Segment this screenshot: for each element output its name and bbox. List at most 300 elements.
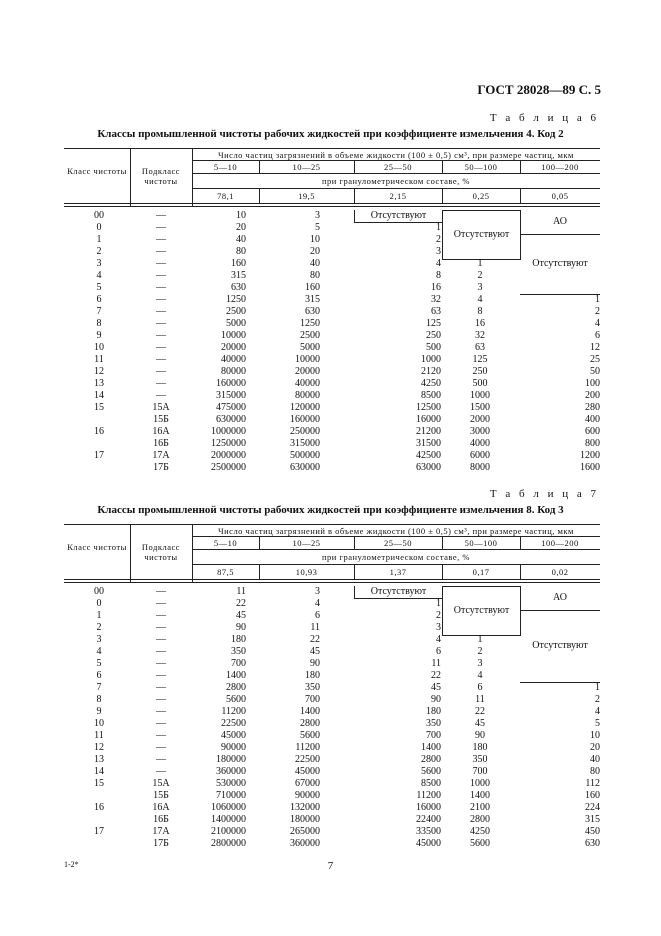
value-50-100: 22 <box>475 706 485 717</box>
col-main-header: Число частиц загрязнений в объеме жидкости (100 ± 0,5) см³, при размере частиц, мкм <box>218 150 574 160</box>
percent-cell: 0,02 <box>551 567 569 577</box>
class-cell: 4 <box>96 270 102 281</box>
value-10-25: 630 <box>305 306 320 317</box>
class-cell: 1 <box>96 234 102 245</box>
value-50-100: 250 <box>472 366 488 377</box>
value-50-100: 350 <box>472 754 488 765</box>
value-10-25: 160 <box>305 282 320 293</box>
value-25-50: 16000 <box>416 414 441 425</box>
class-cell: 9 <box>96 330 102 341</box>
absent-100-200: Отсутствуют <box>520 610 600 683</box>
subclass-cell: — <box>156 658 166 669</box>
class-cell: 1 <box>96 610 102 621</box>
value-10-25: 90000 <box>295 790 320 801</box>
value-50-100: 1000 <box>470 390 490 401</box>
value-25-50: 45 <box>431 682 441 693</box>
percent-cell: 0,17 <box>472 567 490 577</box>
value-50-100: 1000 <box>470 778 490 789</box>
value-10-25: 120000 <box>290 402 320 413</box>
table-row <box>64 778 600 790</box>
value-25-50: 1 <box>436 222 441 233</box>
percent-cell: 87,5 <box>217 567 234 577</box>
value-25-50: 2 <box>436 610 441 621</box>
value-5-10: 40000 <box>221 354 246 365</box>
value-100-200: 2 <box>595 306 600 317</box>
table-row <box>64 742 600 754</box>
class-cell: 12 <box>94 742 104 753</box>
subclass-cell: 15А <box>152 402 170 413</box>
table-row <box>64 378 600 390</box>
table-row <box>64 450 600 462</box>
value-10-25: 500000 <box>290 450 320 461</box>
subclass-cell: 17Б <box>153 462 169 473</box>
value-50-100: 16 <box>475 318 485 329</box>
value-5-10: 2500000 <box>211 462 246 473</box>
value-5-10: 710000 <box>216 790 246 801</box>
table-row <box>64 318 600 330</box>
subclass-cell: — <box>156 246 166 257</box>
value-50-100: 8000 <box>470 462 490 473</box>
table-row <box>64 366 600 378</box>
class-cell: 5 <box>96 282 102 293</box>
value-50-100: 1400 <box>470 790 490 801</box>
subclass-cell: — <box>156 330 166 341</box>
value-10-25: 265000 <box>290 826 320 837</box>
table-row <box>64 730 600 742</box>
value-5-10: 180 <box>231 634 246 645</box>
table-row <box>64 766 600 778</box>
class-cell: 3 <box>96 258 102 269</box>
size-range-header: 25—50 <box>384 162 412 172</box>
value-10-25: 22500 <box>295 754 320 765</box>
value-50-100: 8 <box>477 306 483 317</box>
absent-100-200: Отсутствуют <box>520 234 600 295</box>
absent-25-50: Отсутствуют <box>354 586 442 599</box>
value-10-25: 40 <box>310 258 320 269</box>
class-cell: 16 <box>94 802 104 813</box>
value-5-10: 90 <box>236 622 246 633</box>
subclass-cell: — <box>156 234 166 245</box>
class-cell: 00 <box>94 210 104 221</box>
value-50-100: 500 <box>472 378 488 389</box>
value-50-100: 11 <box>475 694 485 705</box>
rule <box>192 173 600 174</box>
value-25-50: 22400 <box>416 814 441 825</box>
value-50-100: 125 <box>472 354 488 365</box>
value-10-25: 20 <box>310 246 320 257</box>
table-row <box>64 694 600 706</box>
table-row <box>64 814 600 826</box>
size-range-header: 5—10 <box>213 162 238 172</box>
class-cell <box>64 414 134 426</box>
subclass-cell: — <box>156 610 166 621</box>
value-5-10: 10 <box>236 210 246 221</box>
percent-cell: 10,93 <box>295 567 318 577</box>
value-10-25: 45000 <box>295 766 320 777</box>
percent-cell: 1,37 <box>389 567 407 577</box>
subclass-cell: — <box>156 718 166 729</box>
value-25-50: 1 <box>436 598 441 609</box>
value-5-10: 180000 <box>216 754 246 765</box>
value-25-50: 42500 <box>416 450 441 461</box>
value-10-25: 6 <box>315 610 320 621</box>
rule <box>64 582 600 583</box>
class-cell <box>64 438 134 450</box>
value-5-10: 630 <box>231 282 246 293</box>
value-100-200: 1 <box>595 682 600 693</box>
document-header: ГОСТ 28028—89 С. 5 <box>477 82 601 97</box>
absent-50-100: Отсутствуют <box>442 586 521 636</box>
value-5-10: 45 <box>236 610 246 621</box>
value-5-10: 1250 <box>226 294 246 305</box>
table-row <box>64 754 600 766</box>
value-5-10: 630000 <box>216 414 246 425</box>
subclass-cell: 15Б <box>153 790 169 801</box>
value-50-100: 3000 <box>470 426 490 437</box>
rule <box>192 564 600 565</box>
value-50-100: 3 <box>477 658 483 669</box>
value-10-25: 11 <box>310 622 320 633</box>
class-cell: 6 <box>96 294 102 305</box>
value-100-200: 40 <box>590 754 600 765</box>
value-5-10: 45000 <box>221 730 246 741</box>
value-5-10: 10000 <box>221 330 246 341</box>
subclass-cell: — <box>156 390 166 401</box>
subclass-cell: — <box>156 766 166 777</box>
table-row <box>64 306 600 318</box>
value-10-25: 630000 <box>290 462 320 473</box>
value-100-200: 280 <box>585 402 600 413</box>
value-25-50: 63000 <box>416 462 441 473</box>
value-10-25: 5000 <box>300 342 320 353</box>
value-25-50: 8 <box>436 270 441 281</box>
value-25-50: 4250 <box>421 378 441 389</box>
rule <box>64 524 600 525</box>
subclass-cell: 16А <box>152 802 170 813</box>
value-10-25: 80 <box>310 270 320 281</box>
class-cell: 6 <box>96 670 102 681</box>
value-5-10: 2100000 <box>211 826 246 837</box>
subclass-cell: 16Б <box>153 438 169 449</box>
subclass-cell: — <box>156 646 166 657</box>
value-100-200: 4 <box>595 318 600 329</box>
value-25-50: 11 <box>431 658 441 669</box>
class-cell: 5 <box>96 658 102 669</box>
subclass-cell: 15А <box>152 778 170 789</box>
class-cell: 3 <box>96 634 102 645</box>
table-title: Классы промышленной чистоты рабочих жидкостей при коэффициенте измельчения 8. Код 3 <box>97 504 564 516</box>
value-50-100: 1 <box>477 258 483 269</box>
value-5-10: 22 <box>236 598 246 609</box>
subclass-cell: — <box>156 682 166 693</box>
col-class-header: Класс чистоты <box>67 542 127 552</box>
table-row <box>64 718 600 730</box>
value-25-50: 125 <box>426 318 441 329</box>
class-cell: 13 <box>94 378 104 389</box>
value-10-25: 315000 <box>290 438 320 449</box>
value-10-25: 4 <box>315 598 320 609</box>
value-5-10: 160 <box>231 258 246 269</box>
value-25-50: 63 <box>431 306 441 317</box>
class-cell: 8 <box>96 318 102 329</box>
table-row <box>64 354 600 366</box>
subclass-cell: — <box>156 754 166 765</box>
size-range-header: 100—200 <box>541 538 579 548</box>
value-100-200: 800 <box>585 438 600 449</box>
value-50-100: 5600 <box>470 838 490 849</box>
subclass-cell: — <box>156 306 166 317</box>
value-100-200: 450 <box>585 826 600 837</box>
class-cell: 15 <box>94 778 104 789</box>
percent-cell: 0,05 <box>551 191 569 201</box>
value-100-200: 20 <box>590 742 600 753</box>
value-25-50: 22 <box>431 670 441 681</box>
subclass-cell: — <box>156 366 166 377</box>
value-100-200: 112 <box>585 778 600 789</box>
value-25-50: 6 <box>436 646 441 657</box>
class-cell <box>64 814 134 826</box>
value-10-25: 5 <box>315 222 320 233</box>
value-10-25: 1250 <box>300 318 320 329</box>
value-25-50: 32 <box>431 294 441 305</box>
value-10-25: 180 <box>305 670 320 681</box>
value-10-25: 20000 <box>295 366 320 377</box>
value-25-50: 1400 <box>421 742 441 753</box>
subclass-cell: 16Б <box>153 814 169 825</box>
class-cell: 11 <box>94 730 104 741</box>
value-100-200: 200 <box>585 390 600 401</box>
value-100-200: 400 <box>585 414 600 425</box>
size-range-header: 50—100 <box>464 538 498 548</box>
table-row <box>64 414 600 426</box>
value-100-200: 630 <box>585 838 600 849</box>
table-row <box>64 706 600 718</box>
table-row <box>64 838 600 850</box>
value-100-200: 224 <box>585 802 600 813</box>
value-25-50: 33500 <box>416 826 441 837</box>
value-100-200: 100 <box>585 378 600 389</box>
ao-cell: АО <box>520 210 600 235</box>
value-10-25: 10 <box>310 234 320 245</box>
value-50-100: 32 <box>475 330 485 341</box>
class-cell <box>64 790 134 802</box>
value-100-200: 600 <box>585 426 600 437</box>
subclass-cell: — <box>156 294 166 305</box>
size-range-header: 50—100 <box>464 162 498 172</box>
value-5-10: 80000 <box>221 366 246 377</box>
value-25-50: 8500 <box>421 390 441 401</box>
value-5-10: 350 <box>231 646 246 657</box>
value-5-10: 20000 <box>221 342 246 353</box>
granulometric-header: при гранулометрическом составе, % <box>322 176 470 186</box>
subclass-cell: — <box>156 586 166 597</box>
value-5-10: 1400 <box>226 670 246 681</box>
value-100-200: 1200 <box>580 450 600 461</box>
value-100-200: 1 <box>595 294 600 305</box>
value-5-10: 1060000 <box>211 802 246 813</box>
value-50-100: 4 <box>477 670 483 681</box>
value-5-10: 40 <box>236 234 246 245</box>
footer-mark: 1-2* <box>64 860 79 869</box>
col-subclass-header: Подкласс чистоты <box>141 542 181 562</box>
size-range-header: 10—25 <box>292 538 321 548</box>
value-50-100: 63 <box>475 342 485 353</box>
value-25-50: 16000 <box>416 802 441 813</box>
value-25-50: 8500 <box>421 778 441 789</box>
value-5-10: 475000 <box>216 402 246 413</box>
subclass-cell: — <box>156 742 166 753</box>
class-cell: 2 <box>96 622 102 633</box>
value-25-50: 11200 <box>416 790 441 801</box>
class-cell: 15 <box>94 402 104 413</box>
value-5-10: 11200 <box>221 706 246 717</box>
class-cell: 8 <box>96 694 102 705</box>
subclass-cell: 17А <box>152 450 170 461</box>
class-cell: 9 <box>96 706 102 717</box>
value-10-25: 40000 <box>295 378 320 389</box>
subclass-cell: — <box>156 634 166 645</box>
value-10-25: 2500 <box>300 330 320 341</box>
value-10-25: 67000 <box>295 778 320 789</box>
value-100-200: 12 <box>590 342 600 353</box>
rule <box>192 536 600 537</box>
class-cell: 13 <box>94 754 104 765</box>
value-5-10: 700 <box>231 658 246 669</box>
rule <box>192 160 600 161</box>
table-row <box>64 294 600 306</box>
class-cell: 11 <box>94 354 104 365</box>
value-50-100: 2100 <box>470 802 490 813</box>
size-range-header: 100—200 <box>541 162 579 172</box>
value-100-200: 80 <box>590 766 600 777</box>
value-50-100: 6 <box>477 682 483 693</box>
table-title: Классы промышленной чистоты рабочих жидкостей при коэффициенте измельчения 4. Код 2 <box>97 128 564 140</box>
subclass-cell: — <box>156 598 166 609</box>
value-25-50: 2120 <box>421 366 441 377</box>
value-10-25: 10000 <box>295 354 320 365</box>
value-25-50: 2800 <box>421 754 441 765</box>
subclass-cell: — <box>156 258 166 269</box>
value-100-200: 4 <box>595 706 600 717</box>
value-25-50: 5600 <box>421 766 441 777</box>
value-100-200: 25 <box>590 354 600 365</box>
value-10-25: 1400 <box>300 706 320 717</box>
class-cell <box>64 462 134 474</box>
subclass-cell: — <box>156 622 166 633</box>
value-25-50: 45000 <box>416 838 441 849</box>
table-label: Т а б л и ц а 7 <box>489 488 599 500</box>
subclass-cell: — <box>156 730 166 741</box>
value-50-100: 1 <box>477 634 483 645</box>
rule <box>192 188 600 189</box>
subclass-cell: — <box>156 222 166 233</box>
value-100-200: 10 <box>590 730 600 741</box>
value-5-10: 530000 <box>216 778 246 789</box>
table-row <box>64 790 600 802</box>
value-5-10: 2000000 <box>211 450 246 461</box>
subclass-cell: — <box>156 342 166 353</box>
col-class-header: Класс чистоты <box>67 166 127 176</box>
value-50-100: 4 <box>477 294 483 305</box>
value-25-50: 12500 <box>416 402 441 413</box>
subclass-cell: 16А <box>152 426 170 437</box>
value-50-100: 2 <box>477 646 483 657</box>
subclass-cell: — <box>156 670 166 681</box>
col-main-header: Число частиц загрязнений в объеме жидкости (100 ± 0,5) см³, при размере частиц, мкм <box>218 526 574 536</box>
page-number: 7 <box>327 860 334 872</box>
value-5-10: 160000 <box>216 378 246 389</box>
value-10-25: 3 <box>315 210 320 221</box>
value-10-25: 5600 <box>300 730 320 741</box>
class-cell: 16 <box>94 426 104 437</box>
value-5-10: 5600 <box>226 694 246 705</box>
value-50-100: 4250 <box>470 826 490 837</box>
value-25-50: 16 <box>431 282 441 293</box>
table-row <box>64 462 600 474</box>
value-25-50: 90 <box>431 694 441 705</box>
value-50-100: 2000 <box>470 414 490 425</box>
rule <box>64 206 600 207</box>
value-10-25: 22 <box>310 634 320 645</box>
value-100-200: 1600 <box>580 462 600 473</box>
value-25-50: 4 <box>436 258 441 269</box>
value-25-50: 31500 <box>416 438 441 449</box>
value-5-10: 20 <box>236 222 246 233</box>
subclass-cell: — <box>156 706 166 717</box>
subclass-cell: — <box>156 354 166 365</box>
value-50-100: 2 <box>477 270 483 281</box>
table-row <box>64 426 600 438</box>
value-10-25: 45 <box>310 646 320 657</box>
value-5-10: 315 <box>231 270 246 281</box>
table-row <box>64 342 600 354</box>
value-10-25: 360000 <box>290 838 320 849</box>
value-5-10: 22500 <box>221 718 246 729</box>
table-row <box>64 402 600 414</box>
value-25-50: 4 <box>436 634 441 645</box>
value-5-10: 1000000 <box>211 426 246 437</box>
table-row <box>64 330 600 342</box>
value-5-10: 80 <box>236 246 246 257</box>
rule <box>64 203 600 204</box>
value-100-200: 50 <box>590 366 600 377</box>
table-row <box>64 438 600 450</box>
value-10-25: 80000 <box>295 390 320 401</box>
table-row <box>64 390 600 402</box>
value-10-25: 132000 <box>290 802 320 813</box>
value-100-200: 315 <box>585 814 600 825</box>
class-cell: 0 <box>96 598 102 609</box>
value-50-100: 90 <box>475 730 485 741</box>
table-label: Т а б л и ц а 6 <box>489 112 599 124</box>
subclass-cell: — <box>156 210 166 221</box>
size-range-header: 25—50 <box>384 538 412 548</box>
value-25-50: 250 <box>426 330 441 341</box>
table-row <box>64 826 600 838</box>
class-cell: 10 <box>94 718 104 729</box>
subclass-cell: 17А <box>152 826 170 837</box>
subclass-cell: — <box>156 694 166 705</box>
value-5-10: 315000 <box>216 390 246 401</box>
value-50-100: 1500 <box>470 402 490 413</box>
subclass-cell: 15Б <box>153 414 169 425</box>
value-25-50: 500 <box>426 342 441 353</box>
absent-25-50: Отсутствуют <box>354 210 442 223</box>
value-50-100: 180 <box>472 742 488 753</box>
subclass-cell: — <box>156 270 166 281</box>
value-25-50: 1000 <box>421 354 441 365</box>
class-cell: 4 <box>96 646 102 657</box>
